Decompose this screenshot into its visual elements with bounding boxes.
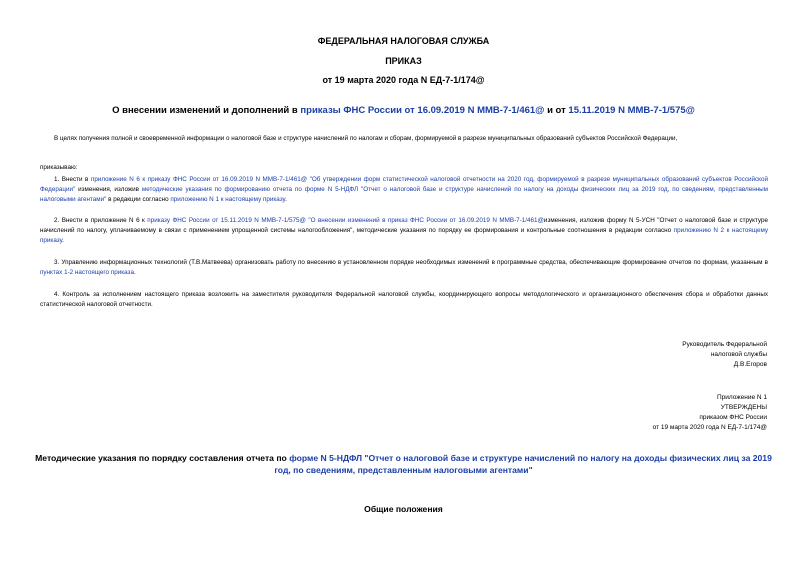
p2-text-3: . (62, 237, 64, 244)
section-title: Общие положения (364, 504, 443, 514)
p1-text-3: в редакции согласно (106, 196, 171, 203)
annex-block (567, 393, 767, 433)
subject-prefix: О внесении изменений и дополнений в (112, 105, 301, 116)
paragraph-3 (40, 258, 768, 278)
annex-line-1: Приложение N 1 (716, 394, 767, 401)
agency-title: ФЕДЕРАЛЬНАЯ НАЛОГОВАЯ СЛУЖБА (317, 36, 490, 46)
annex-line-2: УТВЕРЖДЕНЫ (720, 404, 767, 411)
p1-text-4: . (285, 196, 287, 203)
annex-line-3: приказом ФНС России (699, 414, 767, 421)
intro-paragraph: В целях получения полной и своевременной информации о налоговой базе и структуре начислений по налогам и сборам, формируемой в разрезе муниципальных образований субъектов Российской Федерации, (54, 135, 678, 142)
p3-link-items[interactable]: пунктах 1-2 настоящего приказа (40, 269, 134, 276)
p1-text-2: изменения, изложив (75, 186, 142, 193)
annex-line-4: от 19 марта 2020 года N ЕД-7-1/174@ (652, 424, 767, 431)
signature-block (567, 340, 767, 370)
paragraph-4: 4. Контроль за исполнением настоящего приказа возложить на заместителя руководителя Федеральной налоговой службы, координирующего вопросы методологического и организационного обеспечения сбора и обработки данных статистической налоговой отчетности. (40, 291, 768, 308)
subject-link-order-461[interactable]: приказы ФНС России от 16.09.2019 N ММВ-7-1/461@ (300, 105, 545, 116)
p1-text-1: 1. Внести в (54, 176, 91, 183)
p3-text-1: 3. Управлению информационных технологий (Т.В.Матвеева) организовать работу по внесению в установленном порядке необходимых изменений в программные средства, обеспечивающие формирование отчетов по формам, указанным в (54, 259, 768, 266)
order-word: приказываю: (40, 164, 78, 171)
guidelines-form-link[interactable]: форме N 5-НДФЛ "Отчет о налоговой базе и структуре начислений по налогу на доходы физических лиц за 2019 год, по сведениям, представленным налоговыми агентами" (274, 453, 772, 475)
guidelines-prefix: Методические указания по порядку составления отчета по (35, 453, 290, 463)
signature-line-3: Д.В.Егоров (733, 361, 767, 368)
p1-link-annex-1[interactable]: приложению N 1 к настоящему приказу (170, 196, 286, 203)
subject-link-order-575[interactable]: 15.11.2019 N ММВ-7-1/575@ (568, 105, 695, 116)
p2-link-order-575[interactable]: приказу ФНС России от 15.11.2019 N ММВ-7-1/575@ "О внесении изменений в приказ ФНС России от 16.09.2019 N ММВ-7-1/461@ (147, 217, 544, 224)
paragraph-2 (40, 216, 768, 246)
signature-line-1: Руководитель Федеральной (682, 341, 767, 348)
p1-link-annex-6[interactable]: приложение N 6 к приказу ФНС России от 16.09.2019 N ММВ-7-1/461@ "Об утверждении форм статистической налоговой отчетности на 2020 год, формируемой в разрезе муниципальных образований субъектов Российской Федерации" (40, 176, 768, 193)
doc-type-title: ПРИКАЗ (385, 56, 422, 66)
p3-text-2: . (133, 269, 136, 276)
p2-text-1: 2. Внести в приложение N 6 к (54, 217, 148, 224)
subject-middle: и от (544, 105, 569, 116)
doc-date-title: от 19 марта 2020 года N ЕД-7-1/174@ (322, 75, 485, 85)
signature-line-2: налоговой службы (710, 351, 767, 358)
subject-heading (0, 105, 807, 117)
p1-link-guidelines[interactable]: методические указания по формированию отчета по форме N 5-НДФЛ "Отчет о налоговой базе и структуре начислений по налогу на доходы физических лиц за 2019 год, по сведениям, представленным налоговыми агентами" (40, 186, 769, 203)
p2-text-2: изменения, изложив форму N 5-УСН "Отчет о налоговой базе и структуре начислений по налогу, уплачиваемому в связи с применением упрощенной системы налогообложения", методические указания по порядку ее формирования и контрольные соотношения в редакции согласно (40, 217, 768, 234)
p2-link-annex-2[interactable]: приложению N 2 к настоящему приказу (40, 227, 769, 244)
paragraph-1 (40, 175, 768, 205)
guidelines-title (35, 452, 772, 476)
